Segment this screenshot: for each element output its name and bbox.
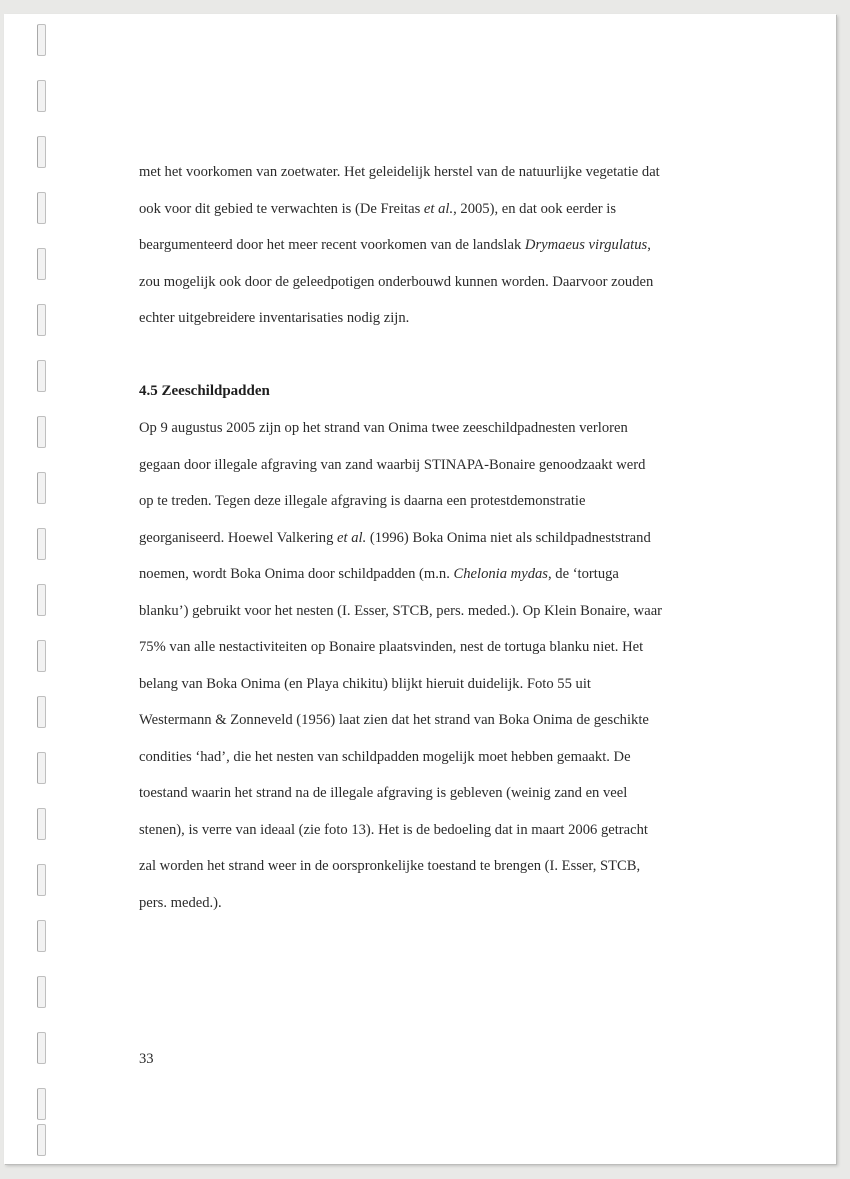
text-line: [139, 563, 724, 600]
text-line: [139, 746, 724, 783]
text-line: [139, 307, 724, 344]
text-line: [139, 454, 724, 491]
binding-hole: [37, 584, 46, 616]
text-span: 75% van alle nestactiviteiten op Bonaire plaatsvinden, nest de tortuga blanku niet. Het: [139, 639, 644, 655]
binding-hole: [37, 416, 46, 448]
paragraph-sea-turtles: [139, 417, 724, 928]
text-line: [139, 709, 724, 746]
text-line: [139, 636, 724, 673]
text-span: ook voor dit gebied te verwachten is (De Freitas: [139, 200, 424, 217]
text-line: [139, 527, 724, 564]
text-line: [139, 271, 724, 308]
text-line: [139, 161, 724, 198]
binding-hole: [37, 640, 46, 672]
text-line: [139, 417, 724, 454]
binding-hole: [37, 752, 46, 784]
text-span: condities ‘had’, die het nesten van schildpadden mogelijk moet hebben gemaakt. De: [139, 748, 631, 765]
text-span: belang van Boka Onima (en Playa chikitu) blijkt hieruit duidelijk. Foto 55 uit: [139, 675, 591, 692]
binding-hole: [37, 472, 46, 504]
section-heading: 4.5 Zeeschildpadden: [139, 383, 270, 399]
binding-hole: [37, 920, 46, 952]
text-span: noemen, wordt Boka Onima door schildpadden (m.n.: [139, 566, 454, 582]
text-span: echter uitgebreidere inventarisaties nodig zijn.: [139, 310, 410, 326]
text-line: [139, 855, 724, 892]
text-span: blanku’) gebruikt voor het nesten (I. Esser, STCB, pers. meded.). Op Klein Bonaire, waar: [139, 602, 663, 619]
text-span: Op 9 augustus 2005 zijn op het strand van Onima twee zeeschildpadnesten verloren: [139, 420, 628, 436]
text-span: met het voorkomen van zoetwater. Het geleidelijk herstel van de natuurlijke vegetatie dat: [139, 164, 660, 180]
text-line: [139, 490, 724, 527]
text-span: (1996) Boka Onima niet als schildpadneststrand: [366, 529, 651, 546]
text-span: zal worden het strand weer in de oorspronkelijke toestand te brengen (I. Esser, STCB,: [139, 858, 641, 874]
binding-hole: [37, 1088, 46, 1120]
text-span: gegaan door illegale afgraving van zand waarbij STINAPA-Bonaire genoodzaakt werd: [139, 456, 646, 473]
binding-hole: [37, 24, 46, 56]
page-number: 33: [139, 1051, 154, 1067]
text-line: [139, 600, 724, 637]
text-line: [139, 198, 724, 235]
binding-hole: [37, 808, 46, 840]
text-span: beargumenteerd door het meer recent voorkomen van de landslak: [139, 237, 525, 253]
text-span: op te treden. Tegen deze illegale afgraving is daarna een protestdemonstratie: [139, 493, 586, 509]
binding-hole: [37, 696, 46, 728]
italic-species-name: Drymaeus virgulatus: [524, 237, 648, 253]
binding-hole: [37, 864, 46, 896]
text-span: ,: [647, 237, 651, 253]
text-span: georganiseerd. Hoewel Valkering: [139, 529, 338, 546]
binding-hole: [37, 360, 46, 392]
text-line: [139, 234, 724, 271]
text-line: [139, 782, 724, 819]
binding-hole: [37, 248, 46, 280]
text-span: , 2005), en dat ook eerder is: [453, 200, 617, 217]
text-span: pers. meded.).: [139, 894, 222, 911]
binding-hole: [37, 1124, 46, 1156]
binding-hole: [37, 528, 46, 560]
text-line: [139, 673, 724, 710]
text-span: , de ‘tortuga: [547, 566, 619, 582]
text-line: [139, 892, 724, 929]
italic-citation: et al.: [423, 200, 454, 217]
binding-hole: [37, 192, 46, 224]
text-span: stenen), is verre van ideaal (zie foto 13). Het is de bedoeling dat in maart 2006 getracht: [139, 821, 648, 838]
paragraph-vegetation: [139, 161, 724, 344]
text-span: Westermann & Zonneveld (1956) laat zien dat het strand van Boka Onima de geschikte: [139, 712, 649, 728]
binding-hole: [37, 304, 46, 336]
binding-hole: [37, 80, 46, 112]
binding-hole: [37, 976, 46, 1008]
text-line: [139, 819, 724, 856]
binding-hole: [37, 136, 46, 168]
text-span: toestand waarin het strand na de illegale afgraving is gebleven (weinig zand en veel: [139, 785, 628, 801]
italic-citation: et al.: [337, 529, 367, 546]
binding-hole: [37, 1032, 46, 1064]
text-span: zou mogelijk ook door de geleedpotigen onderbouwd kunnen worden. Daarvoor zouden: [139, 273, 654, 290]
italic-species-name: Chelonia mydas: [453, 566, 548, 582]
